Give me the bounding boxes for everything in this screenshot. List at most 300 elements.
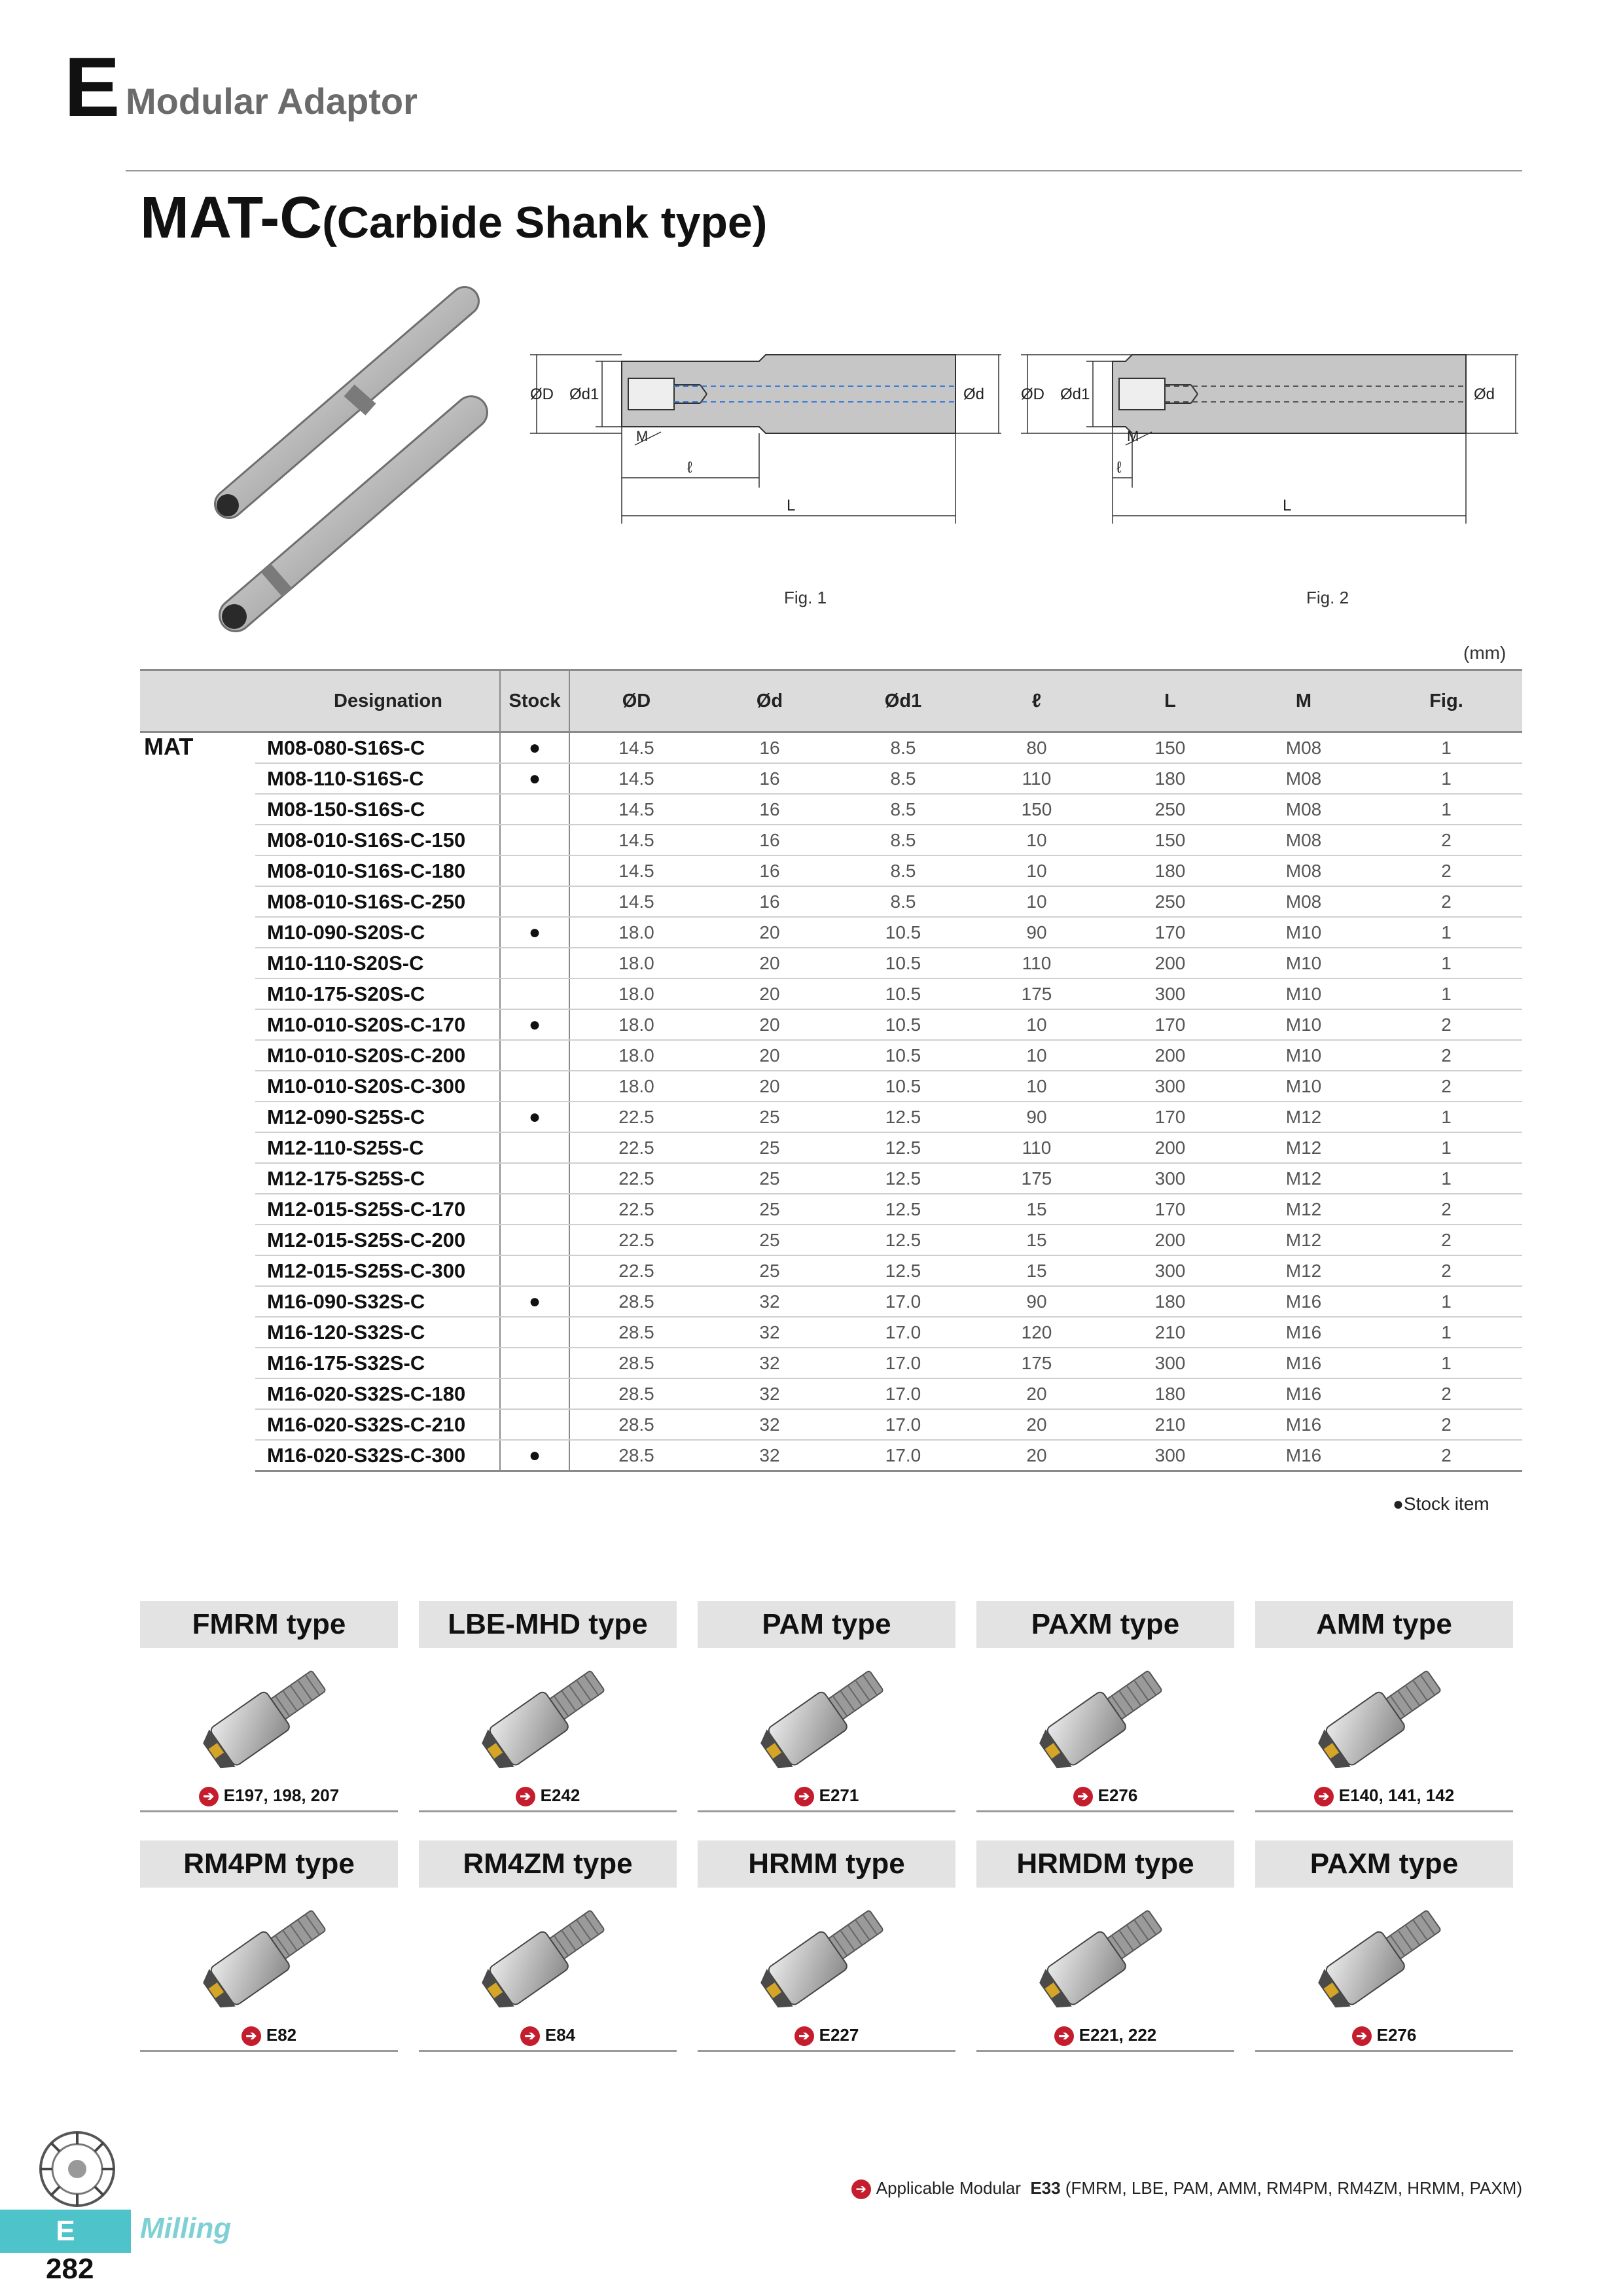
cell-designation: M16-120-S32S-C xyxy=(255,1317,500,1348)
card-rule xyxy=(698,2050,955,2052)
cutter-image xyxy=(140,1899,398,2011)
cell-fig: 1 xyxy=(1370,917,1522,948)
table-row xyxy=(140,1009,1522,1040)
cell-d: 32 xyxy=(703,1286,836,1317)
cell-M: M12 xyxy=(1237,1163,1370,1194)
section-letter: E xyxy=(64,41,120,134)
cell-d: 25 xyxy=(703,1255,836,1286)
cell-designation: M10-175-S20S-C xyxy=(255,978,500,1009)
cell-stock xyxy=(500,1255,569,1286)
cell-designation: M10-010-S20S-C-170 xyxy=(255,1009,500,1040)
cell-designation: M12-110-S25S-C xyxy=(255,1132,500,1163)
cell-stock xyxy=(500,825,569,855)
table-row xyxy=(140,1409,1522,1440)
cell-designation: M08-080-S16S-C xyxy=(255,732,500,764)
milling-cutter-icon xyxy=(37,2128,118,2210)
card-reference[interactable] xyxy=(419,2025,677,2046)
cell-d1: 10.5 xyxy=(836,1040,970,1071)
cell-stock xyxy=(500,1348,569,1378)
cutter-image xyxy=(698,1660,955,1771)
cell-D: 14.5 xyxy=(569,855,703,886)
cell-stock xyxy=(500,978,569,1009)
cell-fig: 2 xyxy=(1370,1409,1522,1440)
card-reference[interactable] xyxy=(140,2025,398,2046)
cell-l: 110 xyxy=(970,763,1103,794)
cell-L: 180 xyxy=(1103,855,1237,886)
cell-d: 16 xyxy=(703,763,836,794)
cell-D: 18.0 xyxy=(569,978,703,1009)
cell-L: 300 xyxy=(1103,978,1237,1009)
cell-d1: 8.5 xyxy=(836,763,970,794)
cell-M: M08 xyxy=(1237,794,1370,825)
cell-M: M16 xyxy=(1237,1286,1370,1317)
cell-d1: 8.5 xyxy=(836,794,970,825)
cell-designation: M16-020-S32S-C-180 xyxy=(255,1378,500,1409)
table-row xyxy=(140,825,1522,855)
table-row xyxy=(140,732,1522,764)
cell-l: 10 xyxy=(970,825,1103,855)
cell-d: 16 xyxy=(703,794,836,825)
cell-L: 150 xyxy=(1103,732,1237,764)
table-row xyxy=(140,1102,1522,1132)
reference-arrow-icon: ➔ xyxy=(794,2026,814,2046)
cell-d1: 12.5 xyxy=(836,1102,970,1132)
fig2-dim-L: L xyxy=(1283,497,1292,514)
cell-designation: M08-010-S16S-C-180 xyxy=(255,855,500,886)
card-reference[interactable] xyxy=(976,2025,1234,2046)
cell-stock xyxy=(500,1409,569,1440)
cell-L: 170 xyxy=(1103,1102,1237,1132)
card-ref-text: E221, 222 xyxy=(1079,2025,1157,2045)
cell-M: M08 xyxy=(1237,886,1370,917)
product-card[interactable] xyxy=(976,1840,1234,2050)
cell-d1: 10.5 xyxy=(836,1071,970,1102)
header-M: M xyxy=(1237,670,1370,732)
cell-designation: M10-090-S20S-C xyxy=(255,917,500,948)
cell-L: 250 xyxy=(1103,794,1237,825)
cell-D: 14.5 xyxy=(569,732,703,764)
cell-D: 18.0 xyxy=(569,1071,703,1102)
cell-D: 18.0 xyxy=(569,948,703,978)
cell-d1: 8.5 xyxy=(836,732,970,764)
cell-fig: 2 xyxy=(1370,1378,1522,1409)
cell-stock: ● xyxy=(500,1440,569,1471)
cell-M: M12 xyxy=(1237,1102,1370,1132)
cell-l: 90 xyxy=(970,1286,1103,1317)
card-rule xyxy=(976,2050,1234,2052)
cell-M: M16 xyxy=(1237,1440,1370,1471)
cell-L: 180 xyxy=(1103,763,1237,794)
cell-d1: 17.0 xyxy=(836,1348,970,1378)
header-D: ØD xyxy=(569,670,703,732)
cell-designation: M12-175-S25S-C xyxy=(255,1163,500,1194)
cell-L: 170 xyxy=(1103,1009,1237,1040)
cell-d1: 10.5 xyxy=(836,978,970,1009)
product-title-sub: (Carbide Shank type) xyxy=(322,198,768,247)
cell-designation: M10-110-S20S-C xyxy=(255,948,500,978)
shank-rod-1 xyxy=(217,301,465,516)
card-reference[interactable] xyxy=(419,1785,677,1806)
fig1-dim-L: L xyxy=(787,497,796,514)
card-rule xyxy=(1255,2050,1513,2052)
reference-arrow-icon: ➔ xyxy=(516,1787,535,1806)
cell-l: 15 xyxy=(970,1194,1103,1225)
unit-label: (mm) xyxy=(1463,643,1507,663)
shank-rod-2 xyxy=(222,412,471,629)
cell-d: 25 xyxy=(703,1132,836,1163)
cell-d: 25 xyxy=(703,1163,836,1194)
cell-L: 150 xyxy=(1103,825,1237,855)
product-card[interactable] xyxy=(1255,1840,1513,2050)
cell-designation: M08-110-S16S-C xyxy=(255,763,500,794)
card-title: RM4PM type xyxy=(140,1840,398,1888)
table-row xyxy=(140,948,1522,978)
card-title: LBE-MHD type xyxy=(419,1601,677,1648)
cell-fig: 1 xyxy=(1370,763,1522,794)
card-ref-text: E227 xyxy=(819,2025,859,2045)
cell-fig: 1 xyxy=(1370,1132,1522,1163)
card-title: AMM type xyxy=(1255,1601,1513,1648)
cell-L: 300 xyxy=(1103,1255,1237,1286)
cell-L: 200 xyxy=(1103,1225,1237,1255)
cell-L: 210 xyxy=(1103,1409,1237,1440)
stock-note: ●Stock item xyxy=(1393,1494,1489,1514)
cell-L: 180 xyxy=(1103,1378,1237,1409)
fig1-dim-M: M xyxy=(636,428,649,444)
cell-stock: ● xyxy=(500,732,569,764)
cell-stock xyxy=(500,948,569,978)
cell-stock xyxy=(500,1163,569,1194)
card-title: FMRM type xyxy=(140,1601,398,1648)
reference-arrow-icon: ➔ xyxy=(794,1787,814,1806)
card-title: PAXM type xyxy=(1255,1840,1513,1888)
cell-M: M12 xyxy=(1237,1255,1370,1286)
cell-M: M12 xyxy=(1237,1194,1370,1225)
reference-arrow-icon: ➔ xyxy=(199,1787,219,1806)
table-row xyxy=(140,1286,1522,1317)
cell-stock: ● xyxy=(500,1102,569,1132)
cell-d1: 17.0 xyxy=(836,1409,970,1440)
cell-fig: 2 xyxy=(1370,825,1522,855)
cell-D: 22.5 xyxy=(569,1194,703,1225)
cell-L: 210 xyxy=(1103,1317,1237,1348)
fig2-dim-M: M xyxy=(1127,428,1139,444)
cell-d1: 10.5 xyxy=(836,1009,970,1040)
cell-fig: 2 xyxy=(1370,1255,1522,1286)
card-reference[interactable] xyxy=(698,1785,955,1806)
cell-d1: 17.0 xyxy=(836,1440,970,1471)
cell-L: 170 xyxy=(1103,917,1237,948)
cell-D: 18.0 xyxy=(569,917,703,948)
cell-d1: 12.5 xyxy=(836,1255,970,1286)
cell-designation: M16-020-S32S-C-300 xyxy=(255,1440,500,1471)
figure-1-label: Fig. 1 xyxy=(784,588,827,607)
cell-D: 22.5 xyxy=(569,1163,703,1194)
reference-arrow-icon: ➔ xyxy=(241,2026,261,2046)
fig2-dim-d1: Ød1 xyxy=(1060,386,1090,403)
cell-stock xyxy=(500,1132,569,1163)
card-ref-text: E276 xyxy=(1376,2025,1417,2045)
header-rule xyxy=(126,170,1522,171)
table-header-row xyxy=(140,670,1522,732)
cell-d: 32 xyxy=(703,1348,836,1378)
cell-fig: 2 xyxy=(1370,1225,1522,1255)
table-row xyxy=(140,1255,1522,1286)
product-title-main: MAT-C xyxy=(140,185,323,251)
cell-d: 32 xyxy=(703,1409,836,1440)
card-reference[interactable] xyxy=(976,1785,1234,1806)
cell-designation: M12-090-S25S-C xyxy=(255,1102,500,1132)
cell-D: 28.5 xyxy=(569,1409,703,1440)
card-rule xyxy=(419,1810,677,1812)
product-card[interactable] xyxy=(140,1840,398,2050)
cutter-image xyxy=(1255,1660,1513,1771)
cell-d: 25 xyxy=(703,1225,836,1255)
cell-fig: 1 xyxy=(1370,1348,1522,1378)
side-tab-label: Milling xyxy=(140,2212,232,2244)
cell-L: 300 xyxy=(1103,1071,1237,1102)
cell-M: M16 xyxy=(1237,1317,1370,1348)
fig1-dim-d1: Ød1 xyxy=(569,386,599,403)
section-title: Modular Adaptor xyxy=(126,81,418,122)
product-card[interactable] xyxy=(698,1840,955,2050)
product-card[interactable] xyxy=(1255,1601,1513,1810)
cell-l: 175 xyxy=(970,978,1103,1009)
cell-D: 28.5 xyxy=(569,1440,703,1471)
spec-table xyxy=(140,669,1522,1472)
fig1-dim-l: ℓ xyxy=(687,459,692,476)
cell-D: 28.5 xyxy=(569,1317,703,1348)
header-L: L xyxy=(1103,670,1237,732)
card-rule xyxy=(698,1810,955,1812)
cell-d: 25 xyxy=(703,1102,836,1132)
cell-d: 16 xyxy=(703,886,836,917)
product-card[interactable] xyxy=(419,1601,677,1810)
table-row xyxy=(140,1440,1522,1471)
table-row xyxy=(140,855,1522,886)
cell-L: 200 xyxy=(1103,1132,1237,1163)
card-reference[interactable] xyxy=(1255,1785,1513,1806)
cell-fig: 1 xyxy=(1370,948,1522,978)
cell-D: 22.5 xyxy=(569,1225,703,1255)
cell-fig: 1 xyxy=(1370,978,1522,1009)
cell-fig: 2 xyxy=(1370,1040,1522,1071)
cell-D: 14.5 xyxy=(569,794,703,825)
table-row xyxy=(140,917,1522,948)
card-rule xyxy=(976,1810,1234,1812)
cell-l: 20 xyxy=(970,1440,1103,1471)
cell-stock xyxy=(500,1194,569,1225)
cell-M: M16 xyxy=(1237,1409,1370,1440)
cell-designation: M12-015-S25S-C-170 xyxy=(255,1194,500,1225)
figure-1-drawing xyxy=(530,347,1014,530)
cell-d1: 10.5 xyxy=(836,948,970,978)
cell-fig: 1 xyxy=(1370,1102,1522,1132)
cell-L: 180 xyxy=(1103,1286,1237,1317)
table-row xyxy=(140,978,1522,1009)
table-row xyxy=(140,1317,1522,1348)
cell-d: 20 xyxy=(703,948,836,978)
reference-arrow-icon: ➔ xyxy=(851,2179,871,2199)
cell-stock: ● xyxy=(500,917,569,948)
cutter-image xyxy=(419,1660,677,1771)
card-ref-text: E276 xyxy=(1097,1785,1138,1805)
cell-d: 32 xyxy=(703,1378,836,1409)
header-fig: Fig. xyxy=(1370,670,1522,732)
cell-designation: M10-010-S20S-C-200 xyxy=(255,1040,500,1071)
header-l: ℓ xyxy=(970,670,1103,732)
cell-stock xyxy=(500,1225,569,1255)
cell-d: 20 xyxy=(703,1071,836,1102)
cell-d: 16 xyxy=(703,855,836,886)
header-d1: Ød1 xyxy=(836,670,970,732)
cutter-image xyxy=(976,1899,1234,2011)
table-row xyxy=(140,1378,1522,1409)
cell-fig: 2 xyxy=(1370,886,1522,917)
app-list: (FMRM, LBE, PAM, AMM, RM4PM, RM4ZM, HRMM, PAXM) xyxy=(1065,2178,1522,2198)
cell-fig: 2 xyxy=(1370,1440,1522,1471)
cell-l: 90 xyxy=(970,917,1103,948)
cell-M: M10 xyxy=(1237,978,1370,1009)
cell-d1: 12.5 xyxy=(836,1132,970,1163)
table-row xyxy=(140,794,1522,825)
header-group xyxy=(140,670,255,732)
cell-fig: 2 xyxy=(1370,1009,1522,1040)
cell-l: 175 xyxy=(970,1163,1103,1194)
fig1-dim-D: ØD xyxy=(530,386,554,403)
cell-stock xyxy=(500,1040,569,1071)
cell-fig: 1 xyxy=(1370,794,1522,825)
cell-d1: 17.0 xyxy=(836,1378,970,1409)
cell-D: 22.5 xyxy=(569,1132,703,1163)
cell-d: 16 xyxy=(703,732,836,764)
cell-D: 28.5 xyxy=(569,1286,703,1317)
applicable-modular-note xyxy=(851,2178,1522,2199)
cell-d: 20 xyxy=(703,917,836,948)
figure-2-label: Fig. 2 xyxy=(1306,588,1349,607)
table-row xyxy=(140,1132,1522,1163)
cell-d1: 17.0 xyxy=(836,1286,970,1317)
product-card[interactable] xyxy=(976,1601,1234,1810)
product-card[interactable] xyxy=(140,1601,398,1810)
product-card[interactable] xyxy=(419,1840,677,2050)
cell-l: 20 xyxy=(970,1378,1103,1409)
cell-D: 22.5 xyxy=(569,1255,703,1286)
fig2-dim-d: Ød xyxy=(1474,386,1495,403)
cell-l: 150 xyxy=(970,794,1103,825)
fig1-dim-d: Ød xyxy=(963,386,985,403)
cell-M: M08 xyxy=(1237,763,1370,794)
card-rule xyxy=(140,2050,398,2052)
cell-D: 28.5 xyxy=(569,1348,703,1378)
card-ref-text: E82 xyxy=(266,2025,297,2045)
header-stock: Stock xyxy=(500,670,569,732)
cell-designation: M12-015-S25S-C-200 xyxy=(255,1225,500,1255)
product-card[interactable] xyxy=(698,1601,955,1810)
cell-stock xyxy=(500,886,569,917)
cell-l: 110 xyxy=(970,948,1103,978)
cell-L: 250 xyxy=(1103,886,1237,917)
card-ref-text: E271 xyxy=(819,1785,859,1805)
cell-d: 25 xyxy=(703,1194,836,1225)
cell-d: 32 xyxy=(703,1317,836,1348)
cell-d1: 17.0 xyxy=(836,1317,970,1348)
cell-l: 175 xyxy=(970,1348,1103,1378)
cell-l: 15 xyxy=(970,1225,1103,1255)
cell-fig: 2 xyxy=(1370,1194,1522,1225)
cell-M: M12 xyxy=(1237,1132,1370,1163)
card-rule xyxy=(419,2050,677,2052)
table-row xyxy=(140,1163,1522,1194)
card-title: PAXM type xyxy=(976,1601,1234,1648)
cell-D: 14.5 xyxy=(569,763,703,794)
card-reference[interactable] xyxy=(1255,2025,1513,2046)
cell-stock: ● xyxy=(500,763,569,794)
cell-l: 15 xyxy=(970,1255,1103,1286)
cell-l: 90 xyxy=(970,1102,1103,1132)
cell-l: 10 xyxy=(970,855,1103,886)
card-ref-text: E140, 141, 142 xyxy=(1338,1785,1455,1805)
cell-fig: 1 xyxy=(1370,1286,1522,1317)
reference-arrow-icon: ➔ xyxy=(1314,1787,1334,1806)
cell-M: M08 xyxy=(1237,825,1370,855)
header-d: Ød xyxy=(703,670,836,732)
app-label: Applicable Modular xyxy=(876,2178,1021,2198)
cell-fig: 1 xyxy=(1370,1163,1522,1194)
card-rule xyxy=(140,1810,398,1812)
table-row xyxy=(140,1225,1522,1255)
reference-arrow-icon: ➔ xyxy=(520,2026,540,2046)
cell-d: 20 xyxy=(703,978,836,1009)
table-row xyxy=(140,763,1522,794)
cell-designation: M10-010-S20S-C-300 xyxy=(255,1071,500,1102)
cell-L: 200 xyxy=(1103,1040,1237,1071)
table-row xyxy=(140,1194,1522,1225)
cell-L: 170 xyxy=(1103,1194,1237,1225)
card-reference[interactable] xyxy=(698,2025,955,2046)
cutter-image xyxy=(419,1899,677,2011)
cell-l: 10 xyxy=(970,1071,1103,1102)
card-title: RM4ZM type xyxy=(419,1840,677,1888)
cell-stock xyxy=(500,855,569,886)
cell-designation: M08-150-S16S-C xyxy=(255,794,500,825)
cell-l: 10 xyxy=(970,886,1103,917)
figure-2-drawing xyxy=(1021,347,1531,530)
cell-fig: 1 xyxy=(1370,1317,1522,1348)
cell-designation: M12-015-S25S-C-300 xyxy=(255,1255,500,1286)
cell-stock xyxy=(500,794,569,825)
cell-designation: M08-010-S16S-C-250 xyxy=(255,886,500,917)
cell-stock xyxy=(500,1317,569,1348)
cell-M: M10 xyxy=(1237,948,1370,978)
cell-d1: 8.5 xyxy=(836,855,970,886)
cell-M: M10 xyxy=(1237,917,1370,948)
cell-M: M08 xyxy=(1237,855,1370,886)
card-title: PAM type xyxy=(698,1601,955,1648)
cell-d1: 10.5 xyxy=(836,917,970,948)
side-tab-letter[interactable]: E xyxy=(0,2210,131,2253)
cell-M: M16 xyxy=(1237,1378,1370,1409)
reference-arrow-icon: ➔ xyxy=(1073,1787,1093,1806)
cell-l: 20 xyxy=(970,1409,1103,1440)
cell-D: 18.0 xyxy=(569,1040,703,1071)
group-label: MAT xyxy=(144,733,194,760)
card-ref-text: E84 xyxy=(544,2025,576,2045)
cell-designation: M16-090-S32S-C xyxy=(255,1286,500,1317)
cell-l: 10 xyxy=(970,1040,1103,1071)
cell-l: 80 xyxy=(970,732,1103,764)
card-reference[interactable] xyxy=(140,1785,398,1806)
